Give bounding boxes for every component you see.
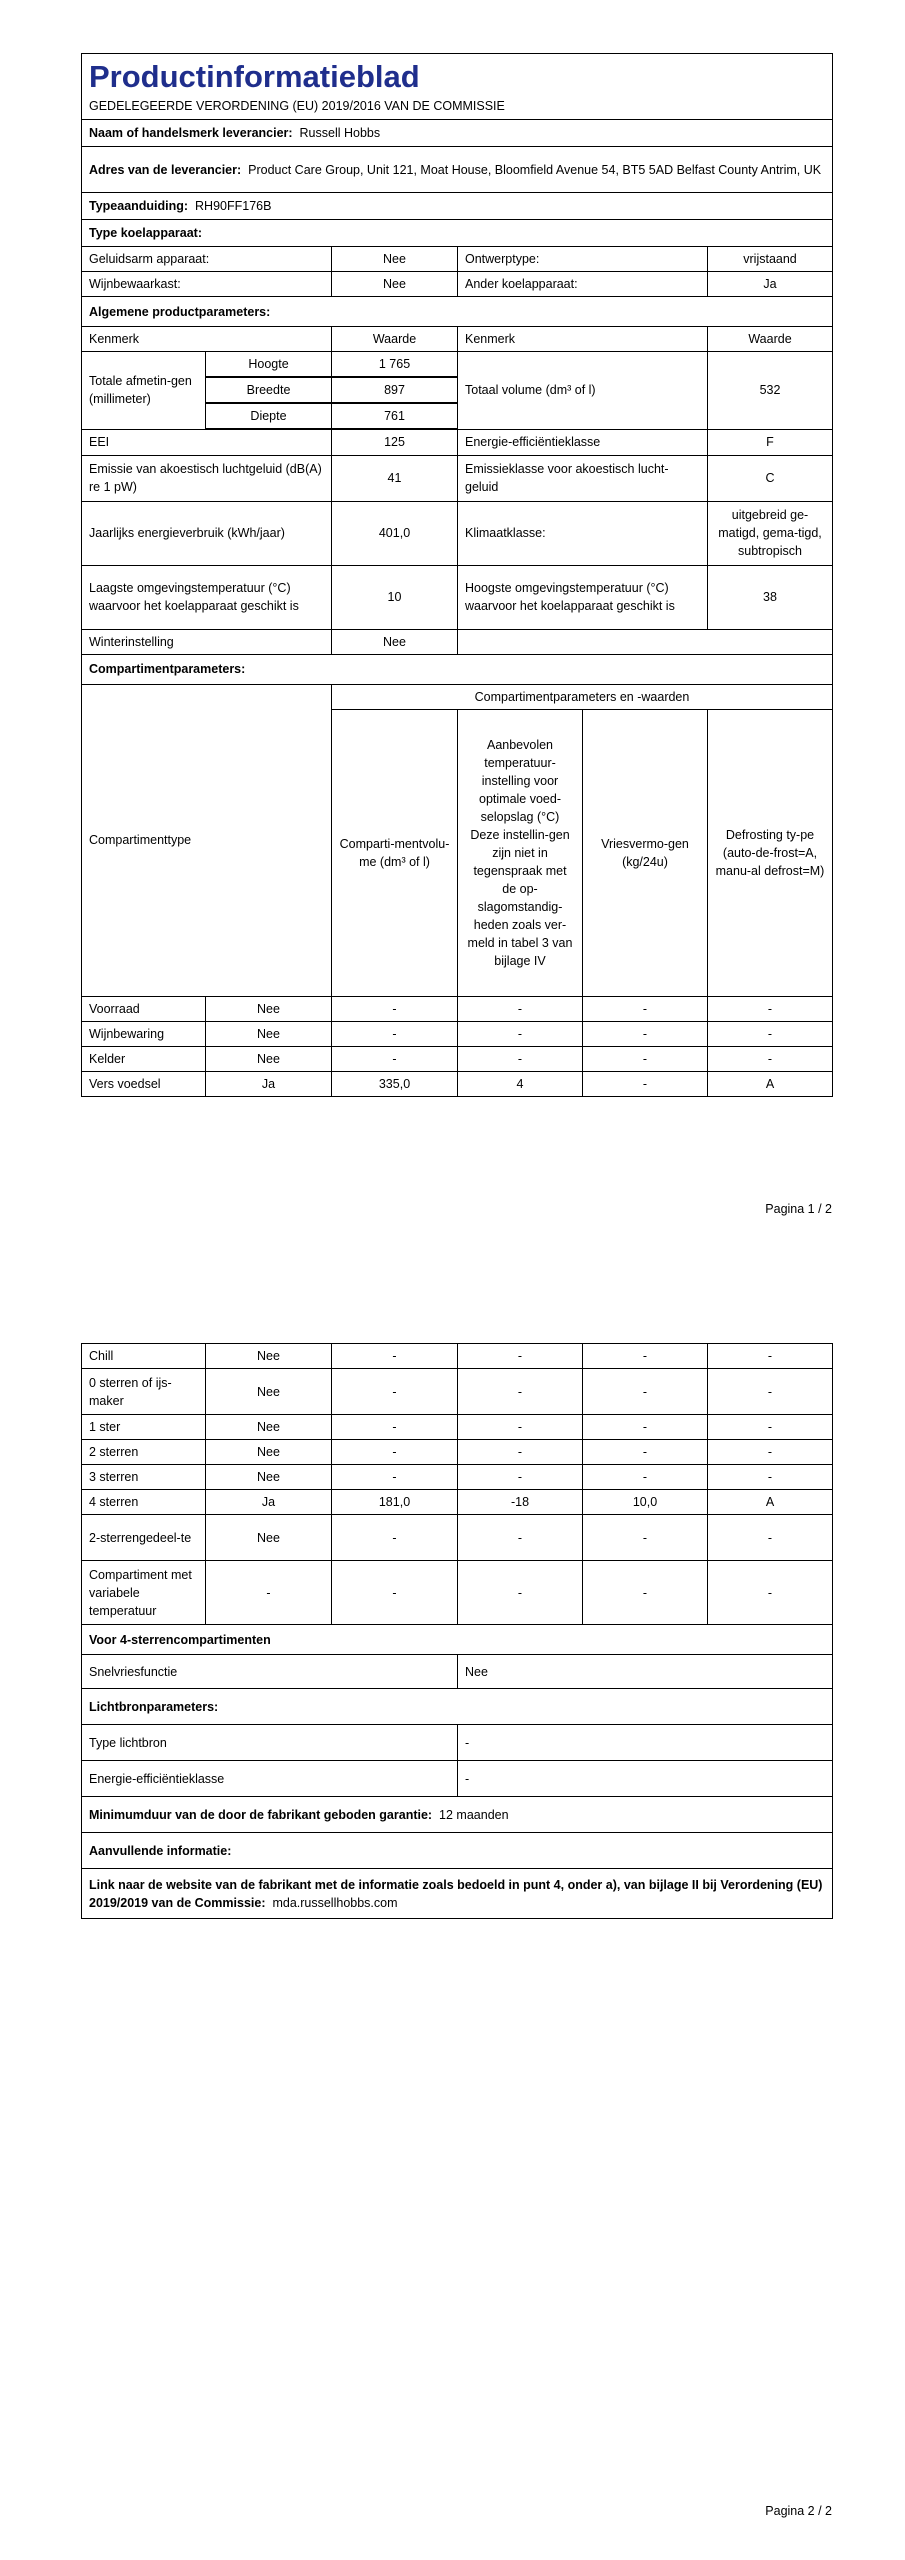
compartment-row [82, 996, 833, 1021]
total-volume-value: 532 [708, 352, 833, 430]
compartment-freeze: 10,0 [583, 1490, 708, 1515]
info-table-page-2 [81, 1624, 833, 1919]
compartment-row [82, 1344, 833, 1369]
compartment-defrost: A [708, 1490, 833, 1515]
compartment-temp: 4 [458, 1071, 583, 1096]
compartment-present: Ja [206, 1071, 332, 1096]
compartment-row [82, 1021, 833, 1046]
compartment-row [82, 1515, 833, 1561]
compartment-volume: - [332, 1561, 458, 1625]
quick-freeze-row [82, 1655, 833, 1689]
compartment-defrost: - [708, 1561, 833, 1625]
param-label: Laagste omgevingstemperatuur (°C) waarvoor het koelapparaat geschikt is [82, 565, 332, 629]
compartment-name: Kelder [82, 1046, 206, 1071]
model-label: Typeaanduiding: [89, 199, 189, 213]
compartment-table-page-2 [81, 1343, 833, 1625]
compartment-volume: 335,0 [332, 1071, 458, 1096]
general-section-heading: Algemene productparameters: [82, 297, 833, 327]
type-value: Nee [332, 272, 458, 297]
page-number: Pagina 2 / 2 [765, 2504, 832, 2518]
compartment-present: Ja [206, 1490, 332, 1515]
compartment-temp: - [458, 996, 583, 1021]
four-star-section-heading: Voor 4-sterrencompartimenten [82, 1625, 833, 1655]
compartment-volume: - [332, 1440, 458, 1465]
defrost-header: Defrosting ty-pe (auto-de-frost=A, manu-al defrost=M) [708, 709, 833, 996]
compartment-name: Wijnbewaring [82, 1021, 206, 1046]
type-row [82, 272, 833, 297]
compartment-name: 1 ster [82, 1415, 206, 1440]
compartment-freeze: - [583, 1046, 708, 1071]
type-value: vrijstaand [708, 247, 833, 272]
volume-header: Comparti-mentvolu-me (dm³ of l) [332, 709, 458, 996]
warranty-row [82, 1797, 833, 1833]
compartment-volume: - [332, 1515, 458, 1561]
four-star-section-row [82, 1625, 833, 1655]
light-label: Energie-efficiëntieklasse [82, 1761, 458, 1797]
dimension-value: 897 [332, 377, 458, 403]
kenmerk-header: Kenmerk [82, 327, 332, 352]
supplier-address-label: Adres van de leverancier: [89, 162, 242, 177]
compartment-present: Nee [206, 1344, 332, 1369]
compartment-temp: - [458, 1465, 583, 1490]
winter-label: Winterinstelling [82, 629, 332, 654]
compartment-group-row [82, 684, 833, 709]
website-link[interactable]: mda.russellhobbs.com [272, 1895, 398, 1910]
param-value: F [708, 429, 833, 455]
info-table-page-1 [81, 53, 833, 685]
compartment-name: Vers voedsel [82, 1071, 206, 1096]
param-label: EEI [82, 429, 332, 455]
link-label: Link naar de website van de fabrikant met de informatie zoals bedoeld in punt 4, onder a), van bijlage II bij Verordening (EU) 2019/2019 van de Commissie: [89, 1877, 823, 1910]
link-row [82, 1869, 833, 1919]
compartment-present: Nee [206, 1465, 332, 1490]
compartment-defrost: A [708, 1071, 833, 1096]
compartment-volume: - [332, 1415, 458, 1440]
winter-row [82, 629, 833, 654]
supplier-name-row [82, 120, 833, 147]
compartment-volume: - [332, 1465, 458, 1490]
compartment-defrost: - [708, 1515, 833, 1561]
compartment-row [82, 1490, 833, 1515]
compartment-freeze: - [583, 1465, 708, 1490]
compartment-group-header: Compartimentparameters en -waarden [332, 684, 833, 709]
general-row [82, 565, 833, 629]
compartment-freeze: - [583, 1071, 708, 1096]
compartment-temp: - [458, 1515, 583, 1561]
type-label: Wijnbewaarkast: [82, 272, 332, 297]
compartment-present: Nee [206, 1369, 332, 1415]
compartment-temp: - [458, 1369, 583, 1415]
compartment-volume: 181,0 [332, 1490, 458, 1515]
compartment-row [82, 1071, 833, 1096]
light-label: Type lichtbron [82, 1725, 458, 1761]
dimensions-label: Totale afmetin-gen (millimeter) [82, 352, 206, 430]
compartment-present: Nee [206, 1415, 332, 1440]
compartment-volume: - [332, 996, 458, 1021]
waarde-header: Waarde [708, 327, 833, 352]
compartment-present: Nee [206, 1021, 332, 1046]
page-1 [81, 53, 832, 1097]
page-number: Pagina 1 / 2 [765, 1202, 832, 1216]
additional-row [82, 1833, 833, 1869]
param-value: C [708, 455, 833, 501]
page-title: Productinformatieblad [89, 59, 420, 94]
type-label: Ontwerptype: [458, 247, 708, 272]
compartment-temp: -18 [458, 1490, 583, 1515]
warranty-label: Minimumduur van de door de fabrikant geboden garantie: [89, 1807, 433, 1822]
type-value: Nee [332, 247, 458, 272]
winter-value: Nee [332, 629, 458, 654]
param-value: 125 [332, 429, 458, 455]
compartment-defrost: - [708, 1021, 833, 1046]
compartment-temp: - [458, 1561, 583, 1625]
general-section-row [82, 297, 833, 327]
param-value: uitgebreid ge-matigd, gema-tigd, subtropisch [708, 501, 833, 565]
title-row [82, 54, 833, 120]
regulation-subtitle: GEDELEGEERDE VERORDENING (EU) 2019/2016 VAN DE COMMISSIE [89, 99, 505, 113]
light-row [82, 1725, 833, 1761]
compartment-section-row [82, 654, 833, 684]
general-row [82, 501, 833, 565]
compartment-temp: - [458, 1344, 583, 1369]
supplier-address-value: Product Care Group, Unit 121, Moat House, Bloomfield Avenue 54, BT5 5AD Belfast County Antrim, UK [248, 162, 822, 177]
supplier-name-label: Naam of handelsmerk leverancier: [89, 126, 293, 140]
general-header-row [82, 327, 833, 352]
compartment-table-page-1 [81, 684, 833, 1097]
compartment-row [82, 1046, 833, 1071]
compartment-freeze: - [583, 1561, 708, 1625]
supplier-address-row [82, 147, 833, 193]
compartment-freeze: - [583, 1415, 708, 1440]
compartment-volume: - [332, 1021, 458, 1046]
param-value: 401,0 [332, 501, 458, 565]
type-label: Geluidsarm apparaat: [82, 247, 332, 272]
warranty-value: 12 maanden [439, 1807, 509, 1822]
quick-freeze-value: Nee [458, 1655, 833, 1689]
compartment-freeze: - [583, 1021, 708, 1046]
dimension-name: Breedte [206, 377, 332, 403]
compartment-name: Chill [82, 1344, 206, 1369]
compartment-type-header: Compartimenttype [82, 684, 332, 996]
type-section-heading: Type koelapparaat: [82, 220, 833, 247]
dimension-name: Diepte [206, 403, 332, 429]
model-value: RH90FF176B [195, 199, 272, 213]
light-section-heading: Lichtbronparameters: [82, 1689, 833, 1725]
compartment-present: Nee [206, 1046, 332, 1071]
compartment-name: Compartiment met variabele temperatuur [82, 1561, 206, 1625]
compartment-defrost: - [708, 1415, 833, 1440]
compartment-defrost: - [708, 1440, 833, 1465]
model-row [82, 193, 833, 220]
compartment-volume: - [332, 1046, 458, 1071]
kenmerk-header: Kenmerk [458, 327, 708, 352]
compartment-row [82, 1369, 833, 1415]
param-label: Jaarlijks energieverbruik (kWh/jaar) [82, 501, 332, 565]
compartment-temp: - [458, 1021, 583, 1046]
general-row [82, 455, 833, 501]
compartment-present: - [206, 1561, 332, 1625]
compartment-name: 3 sterren [82, 1465, 206, 1490]
compartment-present: Nee [206, 1440, 332, 1465]
param-label: Hoogste omgevingstemperatuur (°C) waarvoor het koelapparaat geschikt is [458, 565, 708, 629]
type-section-row [82, 220, 833, 247]
temperature-header: Aanbevolen temperatuur-instelling voor optimale voed-selopslag (°C) Deze instellin-gen zijn niet in tegenspraak met de op-slagomstandig-heden zoals ver-meld in tabel 3 van bijlage IV [458, 709, 583, 996]
compartment-name: Voorraad [82, 996, 206, 1021]
page-2 [81, 1343, 832, 1919]
freeze-capacity-header: Vriesvermo-gen (kg/24u) [583, 709, 708, 996]
light-row [82, 1761, 833, 1797]
dimension-value: 1 765 [332, 352, 458, 378]
compartment-name: 2 sterren [82, 1440, 206, 1465]
compartment-name: 2-sterrengedeel-te [82, 1515, 206, 1561]
type-value: Ja [708, 272, 833, 297]
compartment-row [82, 1440, 833, 1465]
compartment-freeze: - [583, 996, 708, 1021]
param-value: 38 [708, 565, 833, 629]
dimension-value: 761 [332, 403, 458, 429]
quick-freeze-label: Snelvriesfunctie [82, 1655, 458, 1689]
param-label: Klimaatklasse: [458, 501, 708, 565]
general-row [82, 429, 833, 455]
compartment-temp: - [458, 1415, 583, 1440]
compartment-freeze: - [583, 1440, 708, 1465]
compartment-present: Nee [206, 996, 332, 1021]
dimension-row [82, 352, 833, 378]
total-volume-label: Totaal volume (dm³ of l) [458, 352, 708, 430]
param-label: Emissieklasse voor akoestisch lucht-geluid [458, 455, 708, 501]
compartment-defrost: - [708, 1046, 833, 1071]
compartment-defrost: - [708, 1465, 833, 1490]
light-value: - [458, 1761, 833, 1797]
compartment-name: 0 sterren of ijs-maker [82, 1369, 206, 1415]
compartment-present: Nee [206, 1515, 332, 1561]
compartment-temp: - [458, 1046, 583, 1071]
compartment-section-heading: Compartimentparameters: [82, 654, 833, 684]
compartment-name: 4 sterren [82, 1490, 206, 1515]
compartment-row [82, 1561, 833, 1625]
param-label: Emissie van akoestisch luchtgeluid (dB(A) re 1 pW) [82, 455, 332, 501]
compartment-defrost: - [708, 1344, 833, 1369]
compartment-freeze: - [583, 1344, 708, 1369]
waarde-header: Waarde [332, 327, 458, 352]
compartment-temp: - [458, 1440, 583, 1465]
supplier-name-value: Russell Hobbs [299, 126, 381, 140]
compartment-volume: - [332, 1369, 458, 1415]
additional-heading: Aanvullende informatie: [82, 1833, 833, 1869]
compartment-freeze: - [583, 1515, 708, 1561]
compartment-row [82, 1465, 833, 1490]
dimension-name: Hoogte [206, 352, 332, 378]
compartment-row [82, 1415, 833, 1440]
param-value: 41 [332, 455, 458, 501]
param-label: Energie-efficiëntieklasse [458, 429, 708, 455]
compartment-defrost: - [708, 1369, 833, 1415]
compartment-freeze: - [583, 1369, 708, 1415]
type-row [82, 247, 833, 272]
param-value: 10 [332, 565, 458, 629]
light-section-row [82, 1689, 833, 1725]
type-label: Ander koelapparaat: [458, 272, 708, 297]
light-value: - [458, 1725, 833, 1761]
compartment-volume: - [332, 1344, 458, 1369]
compartment-defrost: - [708, 996, 833, 1021]
